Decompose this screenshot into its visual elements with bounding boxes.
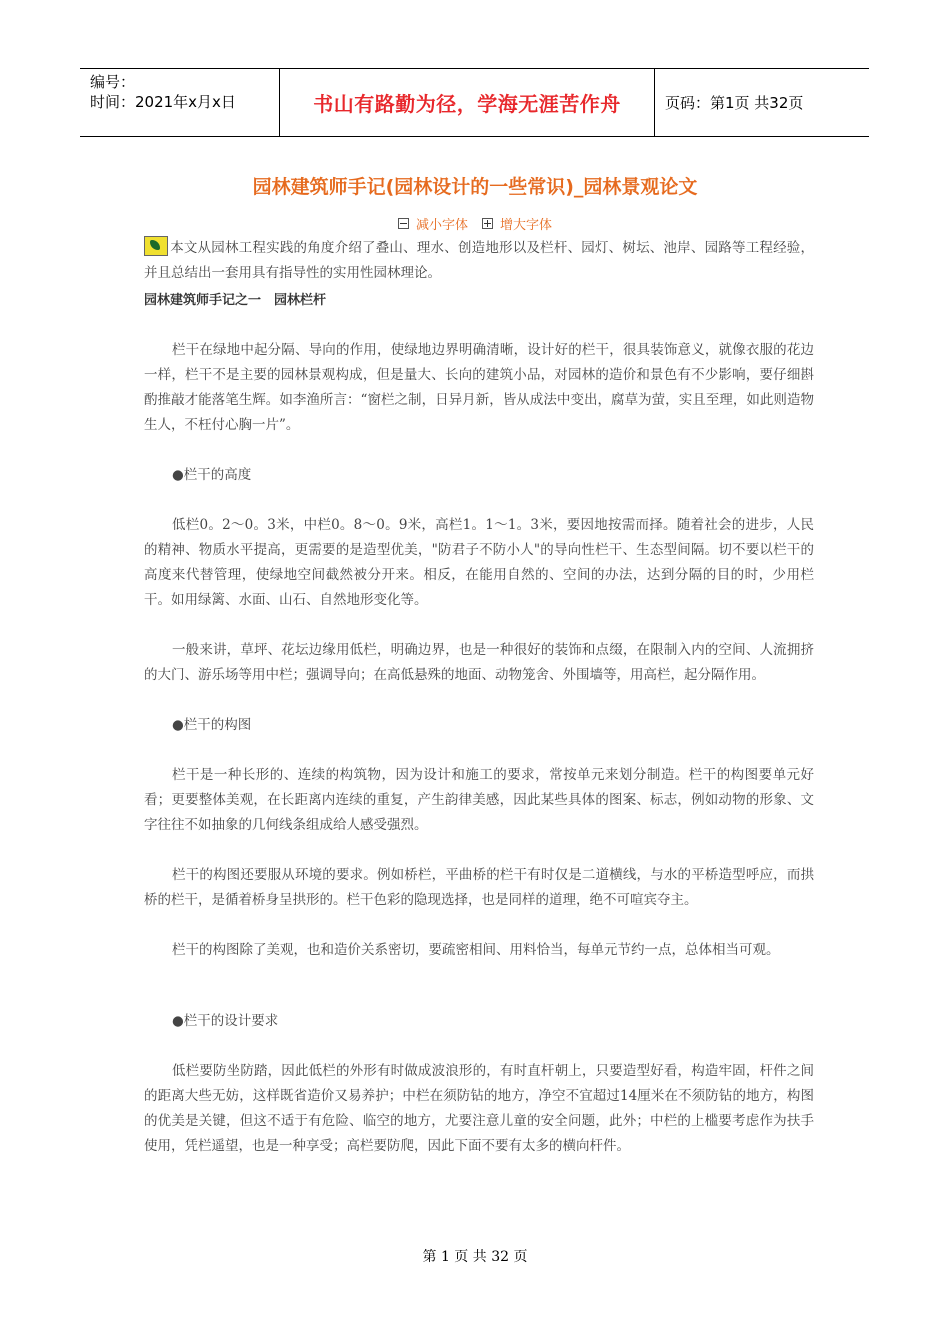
decrease-font-link[interactable]: 减小字体 bbox=[416, 218, 469, 233]
increase-font-link[interactable]: 增大字体 bbox=[500, 218, 553, 233]
article-body bbox=[144, 236, 814, 1159]
font-size-controls bbox=[398, 214, 552, 233]
paragraph: 低栏要防坐防踏，因此低栏的外形有时做成波浪形的，有时直杆朝上，只要造型好看，构造牢固，杆件之间的距离大些无妨，这样既省造价又易养护；中栏在须防钻的地方，净空不宜超过14厘米在不须防钻的地方，构图的优美是关键，但这不适于有危险、临空的地方，尤要注意儿童的安全问题，此外；中栏的上槛要考虑作为扶手使用，凭栏遥望，也是一种享受；高栏要防爬，因此下面不要有太多的横向杆件。 bbox=[144, 1063, 814, 1154]
intro-paragraph bbox=[144, 236, 814, 286]
paragraph: 栏干在绿地中起分隔、导向的作用，使绿地边界明确清晰，设计好的栏干，很具装饰意义，就像衣服的花边一样，栏干不是主要的园林景观构成，但是量大、长向的建筑小品，对园林的造价和景色有不少影响，要仔细斟酌推敲才能落笔生辉。如李渔所言：“窗栏之制，日异月新，皆从成法中变出，腐草为萤，实且至理，如此则造物生人，不枉付心胸一片”。 bbox=[144, 342, 814, 433]
section-heading: ●栏干的设计要求 bbox=[172, 1013, 279, 1029]
intro-text: 本文从园林工程实践的角度介绍了叠山、理水、创造地形以及栏杆、园灯、树坛、池岸、园路等工程经验，并且总结出一套用具有指导性的实用性园林理论。 bbox=[144, 240, 814, 281]
paragraph: 一般来讲，草坪、花坛边缘用低栏，明确边界，也是一种很好的装饰和点缀，在限制入内的空间、人流拥挤的大门、游乐场等用中栏；强调导向；在高低悬殊的地面、动物笼舍、外围墙等，用高栏，起分隔作用。 bbox=[144, 642, 814, 683]
page-footer: 第 1 页 共 32 页 bbox=[422, 1249, 528, 1265]
article-subtitle: 园林建筑师手记之一 园林栏杆 bbox=[144, 293, 327, 308]
paragraph: 低栏0。2～0。3米，中栏0。8～0。9米，高栏1。1～1。3米，要因地按需而择。随着社会的进步，人民的精神、物质水平提高，更需要的是造型优美，"防君子不防小人"的导向性栏干、生态型间隔。切不要以栏干的高度来代替管理，使绿地空间截然被分开来。相反，在能用自然的、空间的办法，达到分隔的目的时，少用栏干。如用绿篱、水面、山石、自然地形变化等。 bbox=[144, 517, 814, 608]
minus-box-icon[interactable] bbox=[398, 218, 409, 229]
header-motto: 书山有路勤为径，学海无涯苦作舟 bbox=[280, 69, 655, 136]
plus-box-icon[interactable] bbox=[482, 218, 493, 229]
number-label: 编号： bbox=[90, 73, 136, 91]
article-icon bbox=[144, 236, 168, 256]
page-header bbox=[80, 68, 869, 137]
paragraph: 栏干的构图除了美观，也和造价关系密切，要疏密相间、用料恰当，每单元节约一点，总体相当可观。 bbox=[172, 942, 780, 958]
header-meta bbox=[80, 69, 280, 136]
paragraph: 栏干是一种长形的、连续的构筑物，因为设计和施工的要求，常按单元来划分制造。栏干的构图要单元好看；更要整体美观，在长距离内连续的重复，产生韵律美感，因此某些具体的图案、标志，例如动物的形象、文字往往不如抽象的几何线条组成给人感受强烈。 bbox=[144, 767, 814, 833]
paragraph: 栏干的构图还要服从环境的要求。例如桥栏，平曲桥的栏干有时仅是二道横线，与水的平桥造型呼应，而拱桥的栏干，是循着桥身呈拱形的。栏干色彩的隐现选择，也是同样的道理，绝不可喧宾夺主。 bbox=[144, 867, 814, 908]
section-heading: ●栏干的高度 bbox=[172, 467, 252, 483]
article-title: 园林建筑师手记(园林设计的一些常识)_园林景观论文 bbox=[252, 176, 698, 198]
time-label: 时间：2021年x月x日 bbox=[90, 93, 236, 111]
section-heading: ●栏干的构图 bbox=[172, 717, 252, 733]
header-page-info: 页码：第1页 共32页 bbox=[665, 94, 804, 112]
